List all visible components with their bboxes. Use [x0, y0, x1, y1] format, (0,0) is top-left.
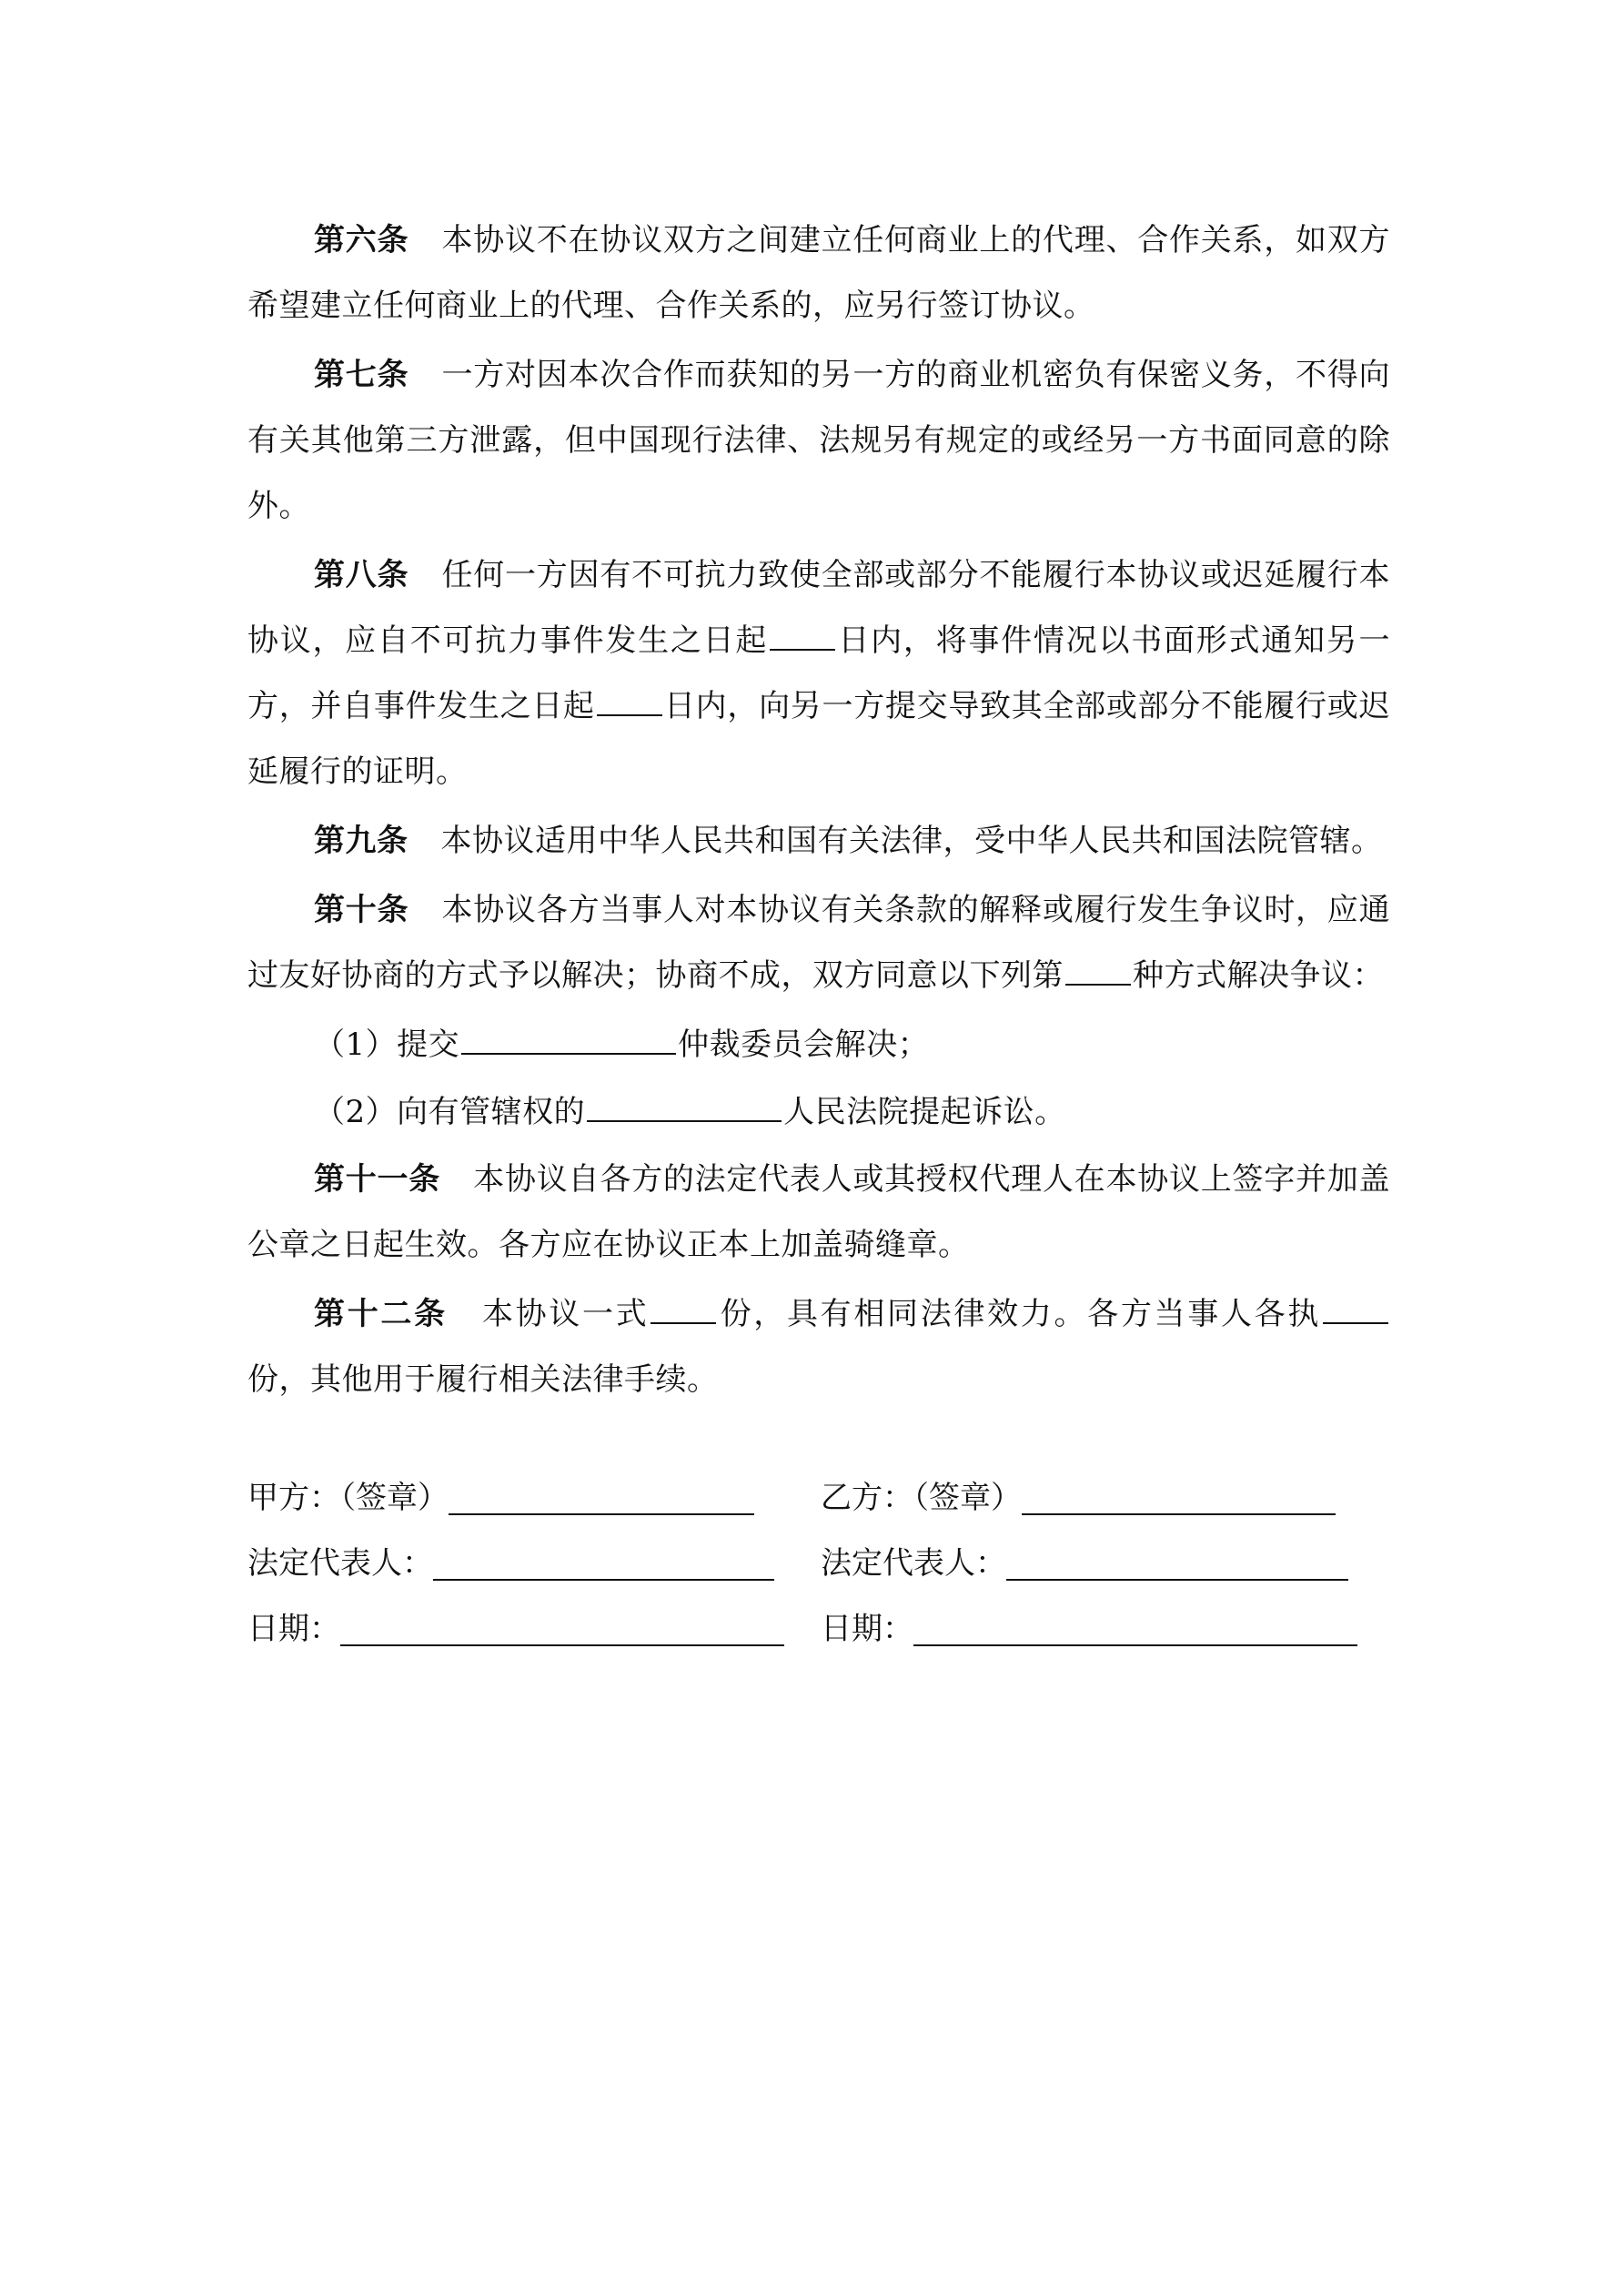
signature-row-seal [247, 1461, 1376, 1526]
article-text: 本协议适用中华人民共和国有关法律，受中华人民共和国法院管辖。 [440, 823, 1383, 859]
article-number: 第九条 [314, 823, 409, 859]
party-a-legal-rep-line[interactable] [433, 1542, 774, 1581]
party-b-legal-rep [821, 1538, 1376, 1592]
article-10 [247, 877, 1390, 1008]
article-number: 第十一条 [314, 1161, 441, 1198]
fill-blank-court-name[interactable] [587, 1089, 782, 1122]
fill-blank-arbitration-commission[interactable] [461, 1022, 676, 1055]
article-9 [247, 808, 1390, 874]
party-b-seal-label: 乙方：（签章） [821, 1480, 1022, 1516]
party-b-seal [821, 1472, 1376, 1526]
party-a-seal-label: 甲方：（签章） [247, 1480, 449, 1516]
article-text: 本协议自各方的法定代表人或其授权代理人在本协议上签字并加盖公章之日起生效。各方应在协议正本上加盖骑缝章。 [247, 1161, 1390, 1263]
article-6 [247, 207, 1390, 339]
signature-row-legal-rep [247, 1526, 1376, 1592]
party-a-date [247, 1603, 821, 1657]
party-a-date-label: 日期： [247, 1611, 340, 1647]
option-text: （1）提交 [314, 1027, 460, 1063]
party-a-seal [247, 1472, 821, 1526]
option-text: 仲裁委员会解决； [678, 1027, 930, 1063]
article-number: 第七条 [314, 357, 409, 393]
article-text: 日内，将事件情况以书面形式通知另一方，并自事件发生之日起 [247, 622, 1391, 724]
fill-blank-copies-total[interactable] [651, 1291, 716, 1324]
fill-blank-dispute-option[interactable] [1065, 953, 1131, 986]
article-text: 本协议不在协议双方之间建立任何商业上的代理、合作关系，如双方希望建立任何商业上的代理、合作关系的，应另行签订协议。 [247, 222, 1391, 324]
party-a-seal-line[interactable] [449, 1477, 754, 1515]
party-b-legal-rep-line[interactable] [1006, 1542, 1348, 1581]
article-text: 份，其他用于履行相关法律手续。 [247, 1361, 719, 1398]
signature-block [247, 1461, 1376, 1657]
option-text: （2）向有管辖权的 [314, 1094, 586, 1130]
party-a-date-line[interactable] [340, 1608, 784, 1646]
article-text: 种方式解决争议： [1133, 957, 1384, 994]
article-text: 日内，向另一方提交导致其全部或部分不能履行或迟延履行的证明。 [247, 688, 1390, 790]
party-a-legal-rep [247, 1538, 821, 1592]
dispute-option-2 [247, 1079, 1390, 1145]
dispute-option-1 [247, 1012, 1390, 1077]
article-text: 本协议各方当事人对本协议有关条款的解释或履行发生争议时，应通过友好协商的方式予以解决；协商不成，双方同意以下列第 [247, 892, 1391, 994]
article-number: 第八条 [314, 557, 409, 593]
article-text: 份，具有相同法律效力。各方当事人各执 [718, 1296, 1322, 1332]
party-b-date [821, 1603, 1376, 1657]
agreement-body [247, 207, 1390, 1416]
article-8 [247, 542, 1390, 804]
article-7 [247, 342, 1390, 539]
signature-row-date [247, 1592, 1376, 1657]
article-text: 本协议一式 [479, 1296, 650, 1332]
fill-blank-days-proof[interactable] [597, 683, 662, 716]
party-b-seal-line[interactable] [1022, 1477, 1336, 1515]
article-text: 一方对因本次合作而获知的另一方的商业机密负有保密义务，不得向有关其他第三方泄露，但中国现行法律、法规另有规定的或经另一方书面同意的除外。 [247, 357, 1391, 524]
article-11 [247, 1147, 1390, 1278]
option-text: 人民法院提起诉讼。 [783, 1094, 1066, 1130]
article-text: 任何一方因有不可抗力致使全部或部分不能履行本协议或迟延履行本协议，应自不可抗力事件发生之日起 [247, 557, 1391, 659]
article-number: 第十二条 [314, 1296, 448, 1332]
party-b-legal-rep-label: 法定代表人： [821, 1545, 1006, 1582]
party-b-date-label: 日期： [821, 1611, 913, 1647]
article-12 [247, 1281, 1390, 1412]
fill-blank-copies-each[interactable] [1323, 1291, 1388, 1324]
article-number: 第六条 [314, 222, 409, 258]
fill-blank-days-notice[interactable] [770, 618, 835, 651]
article-number: 第十条 [314, 892, 409, 928]
party-a-legal-rep-label: 法定代表人： [247, 1545, 433, 1582]
party-b-date-line[interactable] [913, 1608, 1357, 1646]
